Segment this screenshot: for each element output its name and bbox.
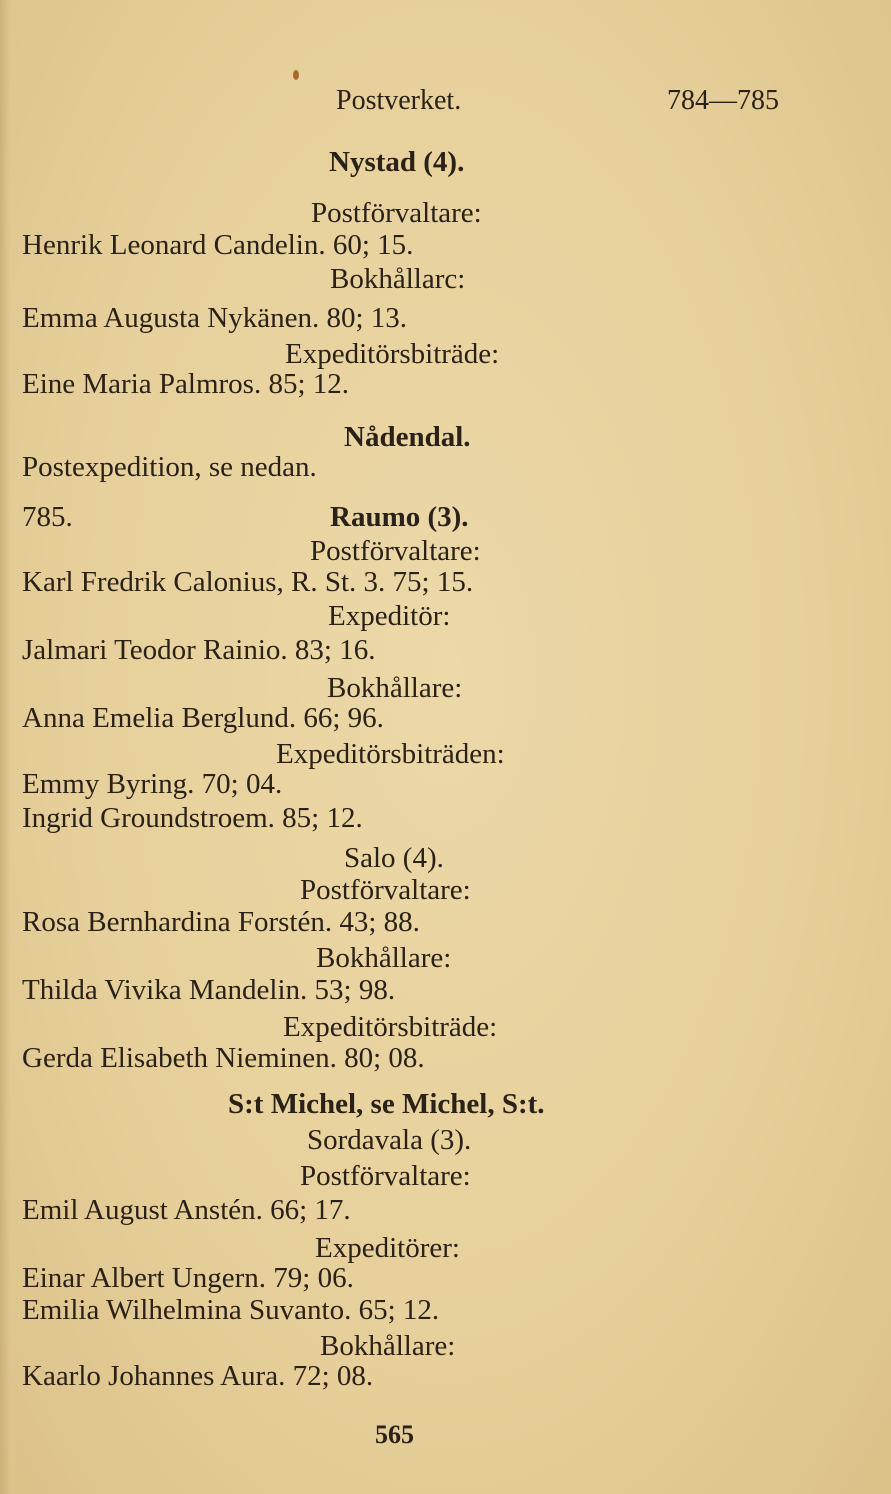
running-header-page-range: 784—785 <box>667 85 779 116</box>
cross-reference: Postexpedition, se nedan. <box>22 451 317 483</box>
person-entry: Jalmari Teodor Rainio. 83; 16. <box>22 634 376 666</box>
person-entry: Henrik Leonard Candelin. 60; 15. <box>22 229 414 261</box>
role-heading: Postförvaltare: <box>300 1160 471 1192</box>
person-entry: Emilia Wilhelmina Suvanto. 65; 12. <box>22 1294 440 1326</box>
role-heading: Expeditör: <box>328 600 451 632</box>
role-heading: Postförvaltare: <box>311 197 482 229</box>
person-entry: Emmy Byring. 70; 04. <box>22 768 283 800</box>
person-entry: Kaarlo Johannes Aura. 72; 08. <box>22 1360 374 1392</box>
page-number: 565 <box>375 1420 414 1449</box>
role-heading: Postförvaltare: <box>300 874 471 906</box>
role-heading: Bokhållare: <box>327 672 463 704</box>
page-edge-shadow <box>0 0 10 1494</box>
running-header-title: Postverket. <box>336 85 462 116</box>
person-entry: Rosa Bernhardina Forstén. 43; 88. <box>22 906 420 938</box>
entry-number: 785. <box>22 501 73 533</box>
person-entry: Einar Albert Ungern. 79; 06. <box>22 1262 354 1294</box>
ink-spot <box>293 70 299 80</box>
person-entry: Emma Augusta Nykänen. 80; 13. <box>22 302 408 334</box>
person-entry: Anna Emelia Berglund. 66; 96. <box>22 702 384 734</box>
role-heading: Expeditörsbiträde: <box>285 338 500 370</box>
section-title-nadendal: Nådendal. <box>344 421 471 453</box>
person-entry: Karl Fredrik Calonius, R. St. 3. 75; 15. <box>22 566 474 598</box>
role-heading: Expeditörsbiträden: <box>276 738 505 770</box>
role-heading: Bokhållare: <box>316 942 452 974</box>
role-heading: Expeditörer: <box>315 1232 460 1264</box>
section-title-sordavala: Sordavala (3). <box>307 1124 472 1156</box>
person-entry: Emil August Anstén. 66; 17. <box>22 1194 351 1226</box>
role-heading: Bokhållare: <box>320 1330 456 1362</box>
person-entry: Eine Maria Palmros. 85; 12. <box>22 368 350 400</box>
person-entry: Gerda Elisabeth Nieminen. 80; 08. <box>22 1042 425 1074</box>
section-title-st-michel: S:t Michel, se Michel, S:t. <box>228 1088 545 1120</box>
role-heading: Postförvaltare: <box>310 535 481 567</box>
section-title-raumo: Raumo (3). <box>330 501 469 533</box>
role-heading: Bokhållarc: <box>330 263 466 295</box>
section-title-salo: Salo (4). <box>344 842 444 874</box>
section-title-nystad: Nystad (4). <box>329 146 465 178</box>
person-entry: Ingrid Groundstroem. 85; 12. <box>22 802 363 834</box>
role-heading: Expeditörsbiträde: <box>283 1011 498 1043</box>
person-entry: Thilda Vivika Mandelin. 53; 98. <box>22 974 396 1006</box>
